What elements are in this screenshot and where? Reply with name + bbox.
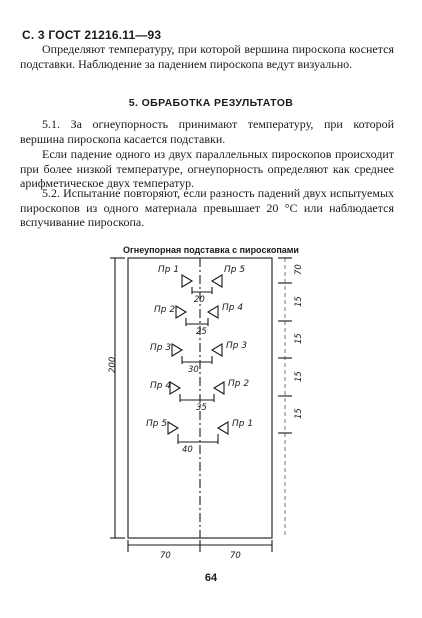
right-dim-2: 15: [294, 296, 304, 307]
pyroscope-right-1: [212, 275, 222, 287]
label-right-2: Пр 4: [222, 303, 244, 313]
paragraph-5-2: 5.2. Испытание повторяют, если разность падений двух испытуемых пироскопов из одного материала превышает 20 °C или наблюдается вспучивание пироскопа.: [20, 186, 394, 229]
label-left-5: Пр 5: [146, 419, 168, 429]
section-title: 5. ОБРАБОТКА РЕЗУЛЬТАТОВ: [128, 97, 294, 109]
right-dim-5: 15: [294, 408, 304, 419]
pyroscope-left-1: [182, 275, 192, 287]
bottom-dim-left: 70: [160, 551, 171, 561]
page-header: С. 3 ГОСТ 21216.11—93: [22, 28, 162, 42]
gap-dim-4: 35: [196, 403, 207, 413]
pyroscope-left-3: [172, 344, 182, 356]
label-right-3: Пр 3: [226, 341, 248, 351]
label-left-1: Пр 1: [158, 265, 180, 275]
gap-dim-5: 40: [182, 445, 193, 455]
right-dim-1: 70: [294, 264, 304, 275]
right-dim-4: 15: [294, 371, 304, 382]
pyroscope-right-5: [218, 422, 228, 434]
height-dim-label: 200: [108, 356, 118, 373]
bottom-dim-right: 70: [230, 551, 241, 561]
page-number: 64: [204, 572, 218, 584]
pyroscope-right-3: [212, 344, 222, 356]
figure-title: Огнеупорная подставка с пироскопами: [123, 245, 299, 255]
label-left-2: Пр 2: [154, 305, 176, 315]
gap-dim-1: 20: [194, 295, 205, 305]
pyroscope-right-4: [214, 382, 224, 394]
label-left-3: Пр 3: [150, 343, 172, 353]
gap-dim-3: 30: [188, 365, 199, 375]
label-right-5: Пр 1: [232, 419, 254, 429]
pyroscope-left-5: [168, 422, 178, 434]
pyroscope-right-2: [208, 306, 218, 318]
label-right-1: Пр 5: [224, 265, 246, 275]
pyroscope-left-4: [170, 382, 180, 394]
pyroscope-left-2: [176, 306, 186, 318]
label-right-4: Пр 2: [228, 379, 250, 389]
gap-dim-2: 25: [196, 327, 207, 337]
intro-paragraph: Определяют температуру, при которой вершина пироскопа коснется подставки. Наблюдение за падением пироскопа ведут визуально.: [20, 42, 394, 71]
paragraph-5-1: 5.1. За огнеупорность принимают температуру, при которой вершина пироскопа касается подставки.: [20, 117, 394, 146]
right-dim-3: 15: [294, 333, 304, 344]
paragraph-5-1-continued: Если падение одного из двух параллельных пироскопов происходит при более низкой температуре, огнеупорность определяют как среднее арифметическое двух температур.: [20, 147, 394, 190]
label-left-4: Пр 4: [150, 381, 172, 391]
